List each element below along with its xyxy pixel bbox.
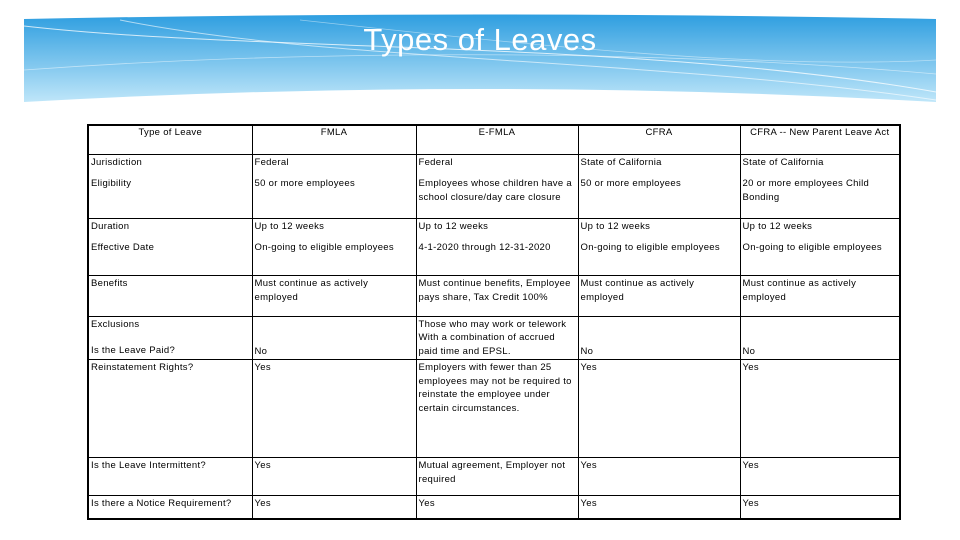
row-label: Reinstatement Rights? (88, 360, 252, 458)
table-cell-pair (416, 316, 578, 360)
table-row (88, 316, 900, 360)
table-cell: Yes (578, 360, 740, 458)
row-label: Is there a Notice Requirement? (88, 496, 252, 519)
table-cell: Yes (740, 360, 900, 458)
header-type-of-leave: Type of Leave (88, 125, 252, 155)
table-cell: With a combination of accrued paid time and EPSL. (418, 332, 555, 357)
table-cell-pair (578, 316, 740, 360)
row-label: Eligibility (88, 176, 252, 219)
table-cell: On-going to eligible employees (578, 240, 740, 276)
header-cfra-new-parent: CFRA -- New Parent Leave Act (740, 125, 900, 155)
row-label: Benefits (88, 276, 252, 317)
table-cell: Must continue as actively employed (740, 276, 900, 317)
table-cell: No (742, 345, 756, 357)
table-cell: Yes (416, 496, 578, 519)
table-row (88, 155, 900, 177)
row-label: Exclusions (91, 318, 140, 330)
table-cell: 20 or more employees Child Bonding (740, 176, 900, 219)
table-cell: State of California (578, 155, 740, 177)
table-cell: Mutual agreement, Employer not required (416, 458, 578, 496)
table-cell: Must continue benefits, Employee pays share, Tax Credit 100% (416, 276, 578, 317)
table-cell-pair (252, 316, 416, 360)
table-cell: Up to 12 weeks (252, 219, 416, 241)
table-cell: Must continue as actively employed (578, 276, 740, 317)
table-cell: Must continue as actively employed (252, 276, 416, 317)
table-header-row (88, 125, 900, 155)
table-cell: Yes (740, 496, 900, 519)
table-cell: Employers with fewer than 25 employees may not be required to reinstate the employee under certain circumstances. (416, 360, 578, 458)
row-label: Is the Leave Paid? (91, 345, 176, 357)
table-row (88, 276, 900, 317)
table-cell: State of California (740, 155, 900, 177)
table-cell: 50 or more employees (252, 176, 416, 219)
table-cell: No (254, 345, 268, 357)
table-cell: Yes (252, 458, 416, 496)
row-label: Effective Date (88, 240, 252, 276)
page-title: Types of Leaves (363, 22, 597, 57)
header-cfra: CFRA (578, 125, 740, 155)
row-label: Jurisdiction (88, 155, 252, 177)
table-cell: No (580, 345, 594, 357)
row-label: Duration (88, 219, 252, 241)
header-e-fmla: E-FMLA (416, 125, 578, 155)
table-cell: Yes (252, 496, 416, 519)
table-cell: Those who may work or telework (418, 318, 567, 330)
table-row (88, 360, 900, 458)
header-fmla: FMLA (252, 125, 416, 155)
table-cell: 4-1-2020 through 12-31-2020 (416, 240, 578, 276)
table-cell: Yes (578, 458, 740, 496)
row-label: Is the Leave Intermittent? (88, 458, 252, 496)
table-cell: Up to 12 weeks (416, 219, 578, 241)
row-label-pair (88, 316, 252, 360)
table-cell: On-going to eligible employees (252, 240, 416, 276)
table-cell: Employees whose children have a school closure/day care closure (416, 176, 578, 219)
table-cell: On-going to eligible employees (740, 240, 900, 276)
table-cell: Yes (252, 360, 416, 458)
table-cell: Federal (252, 155, 416, 177)
table-cell: 50 or more employees (578, 176, 740, 219)
table-cell: Yes (578, 496, 740, 519)
table-row (88, 496, 900, 519)
table-cell: Federal (416, 155, 578, 177)
leave-types-table (87, 124, 901, 520)
table-cell-pair (740, 316, 900, 360)
table-row (88, 219, 900, 241)
table-row (88, 458, 900, 496)
table-cell: Up to 12 weeks (740, 219, 900, 241)
table-cell: Yes (740, 458, 900, 496)
table-row (88, 240, 900, 276)
table-cell: Up to 12 weeks (578, 219, 740, 241)
table-row (88, 176, 900, 219)
